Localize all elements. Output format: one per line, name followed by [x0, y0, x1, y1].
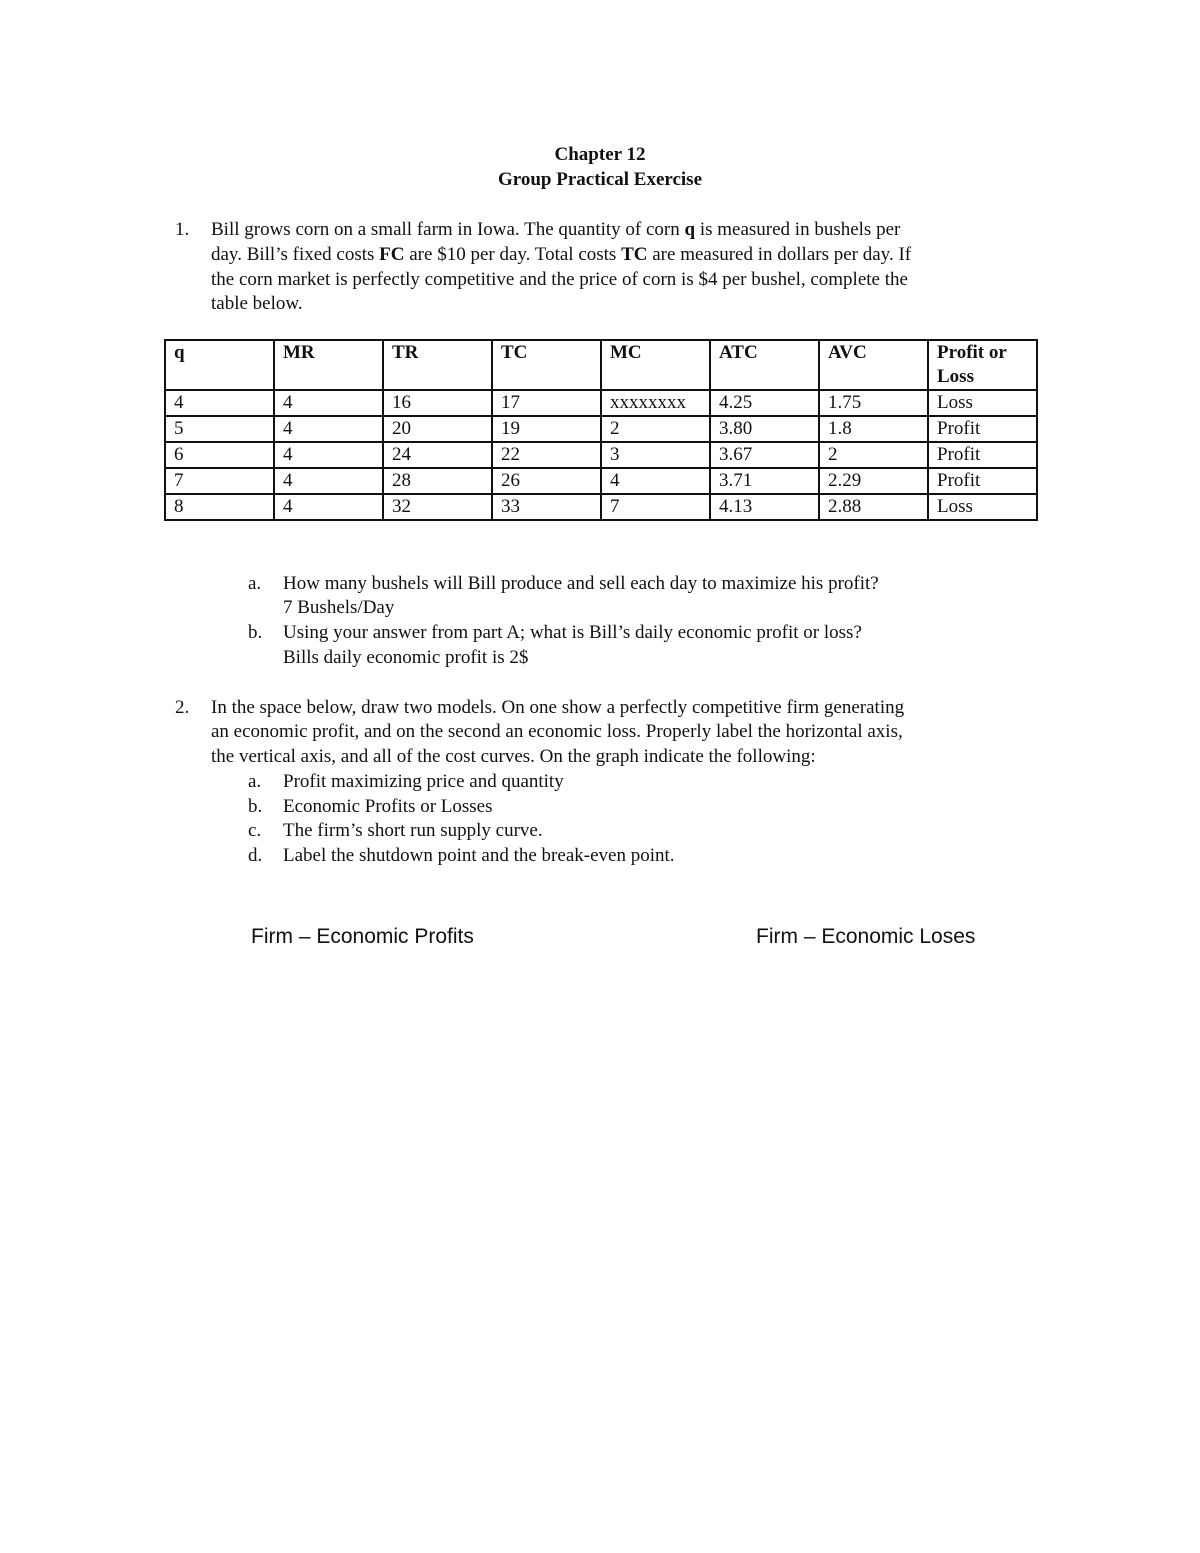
table-cell: 4 [274, 442, 383, 468]
table-cell: 17 [492, 390, 601, 416]
table-header-cell: MR [274, 340, 383, 390]
table-cell: 16 [383, 390, 492, 416]
table-header-cell: AVC [819, 340, 928, 390]
table-cell: 32 [383, 494, 492, 520]
question-1-number: 1. [175, 219, 190, 240]
table-cell: 4.25 [710, 390, 819, 416]
sub-question-b-answer: Bills daily economic profit is 2$ [283, 647, 529, 668]
question-1-line-3: the corn market is perfectly competitive and the price of corn is $4 per bushel, complete the [211, 269, 908, 290]
table-cell: Profit [928, 468, 1037, 494]
table-cell: 7 [165, 468, 274, 494]
table-cell: 2.88 [819, 494, 928, 520]
sub-question-a-text: How many bushels will Bill produce and sell each day to maximize his profit? [283, 573, 879, 594]
cost-revenue-table [164, 339, 1038, 521]
table-cell: 19 [492, 416, 601, 442]
table-cell: 3.71 [710, 468, 819, 494]
table-cell: 26 [492, 468, 601, 494]
page-subtitle: Group Practical Exercise [497, 169, 703, 190]
sub-question-a-letter: a. [248, 573, 262, 594]
table-header-cell: q [165, 340, 274, 390]
sub-question-b-text: Using your answer from part A; what is Bill’s daily economic profit or loss? [283, 622, 862, 643]
table-row [165, 468, 1037, 494]
table-header-row [165, 340, 1037, 390]
question-2-number: 2. [175, 697, 190, 718]
table-cell: 1.75 [819, 390, 928, 416]
question-2-line-2: an economic profit, and on the second an economic loss. Properly label the horizontal axis, [211, 721, 903, 742]
table-cell: Profit [928, 442, 1037, 468]
table-cell: 5 [165, 416, 274, 442]
question-2-item-text: Profit maximizing price and quantity [283, 771, 564, 792]
question-2-item-letter: a. [248, 771, 262, 792]
table-header-cell: MC [601, 340, 710, 390]
table-row [165, 390, 1037, 416]
table-cell: 8 [165, 494, 274, 520]
table-cell: 3.67 [710, 442, 819, 468]
question-2-item-text: Label the shutdown point and the break-even point. [283, 845, 675, 866]
table-cell: 4 [274, 416, 383, 442]
table-cell: 2 [601, 416, 710, 442]
table-cell: 2.29 [819, 468, 928, 494]
question-2-item-text: Economic Profits or Losses [283, 796, 493, 817]
table-header-cell: TR [383, 340, 492, 390]
chapter-title: Chapter 12 [554, 144, 646, 165]
table-row [165, 494, 1037, 520]
table-row [165, 416, 1037, 442]
table-cell: Loss [928, 390, 1037, 416]
question-1-line-4: table below. [211, 293, 303, 314]
table-row [165, 442, 1037, 468]
table-cell: 4 [601, 468, 710, 494]
graph-label-economic-profits: Firm – Economic Profits [251, 925, 474, 948]
question-2-line-1: In the space below, draw two models. On one show a perfectly competitive firm generating [211, 697, 905, 718]
table-cell: 7 [601, 494, 710, 520]
table-cell: 4.13 [710, 494, 819, 520]
question-2-item-letter: c. [248, 820, 262, 841]
table-cell: 4 [274, 390, 383, 416]
table-cell: 28 [383, 468, 492, 494]
table-cell: 4 [274, 468, 383, 494]
table-cell: 1.8 [819, 416, 928, 442]
sub-question-a-answer: 7 Bushels/Day [283, 597, 395, 618]
sub-question-b-letter: b. [248, 622, 263, 643]
table-header-cell: TC [492, 340, 601, 390]
table-cell: Loss [928, 494, 1037, 520]
table-cell: xxxxxxxx [601, 390, 710, 416]
table-cell: 3.80 [710, 416, 819, 442]
question-1-line-2: day. Bill’s fixed costs FC are $10 per day. Total costs TC are measured in dollars per day. If [211, 244, 912, 265]
question-2-item-letter: d. [248, 845, 263, 866]
table-header-cell: Profit or Loss [928, 340, 1037, 390]
table-header-cell: ATC [710, 340, 819, 390]
question-2-item-text: The firm’s short run supply curve. [283, 820, 543, 841]
table-cell: 6 [165, 442, 274, 468]
table-cell: 2 [819, 442, 928, 468]
table-cell: 22 [492, 442, 601, 468]
table-cell: Profit [928, 416, 1037, 442]
table-cell: 20 [383, 416, 492, 442]
table-cell: 24 [383, 442, 492, 468]
table-cell: 4 [165, 390, 274, 416]
question-2-line-3: the vertical axis, and all of the cost curves. On the graph indicate the following: [211, 746, 816, 767]
question-2-item-letter: b. [248, 796, 263, 817]
table-cell: 4 [274, 494, 383, 520]
graph-label-economic-loses: Firm – Economic Loses [756, 925, 976, 948]
table-cell: 3 [601, 442, 710, 468]
question-1-line-1: Bill grows corn on a small farm in Iowa. The quantity of corn q is measured in bushels per [211, 219, 901, 240]
table-cell: 33 [492, 494, 601, 520]
